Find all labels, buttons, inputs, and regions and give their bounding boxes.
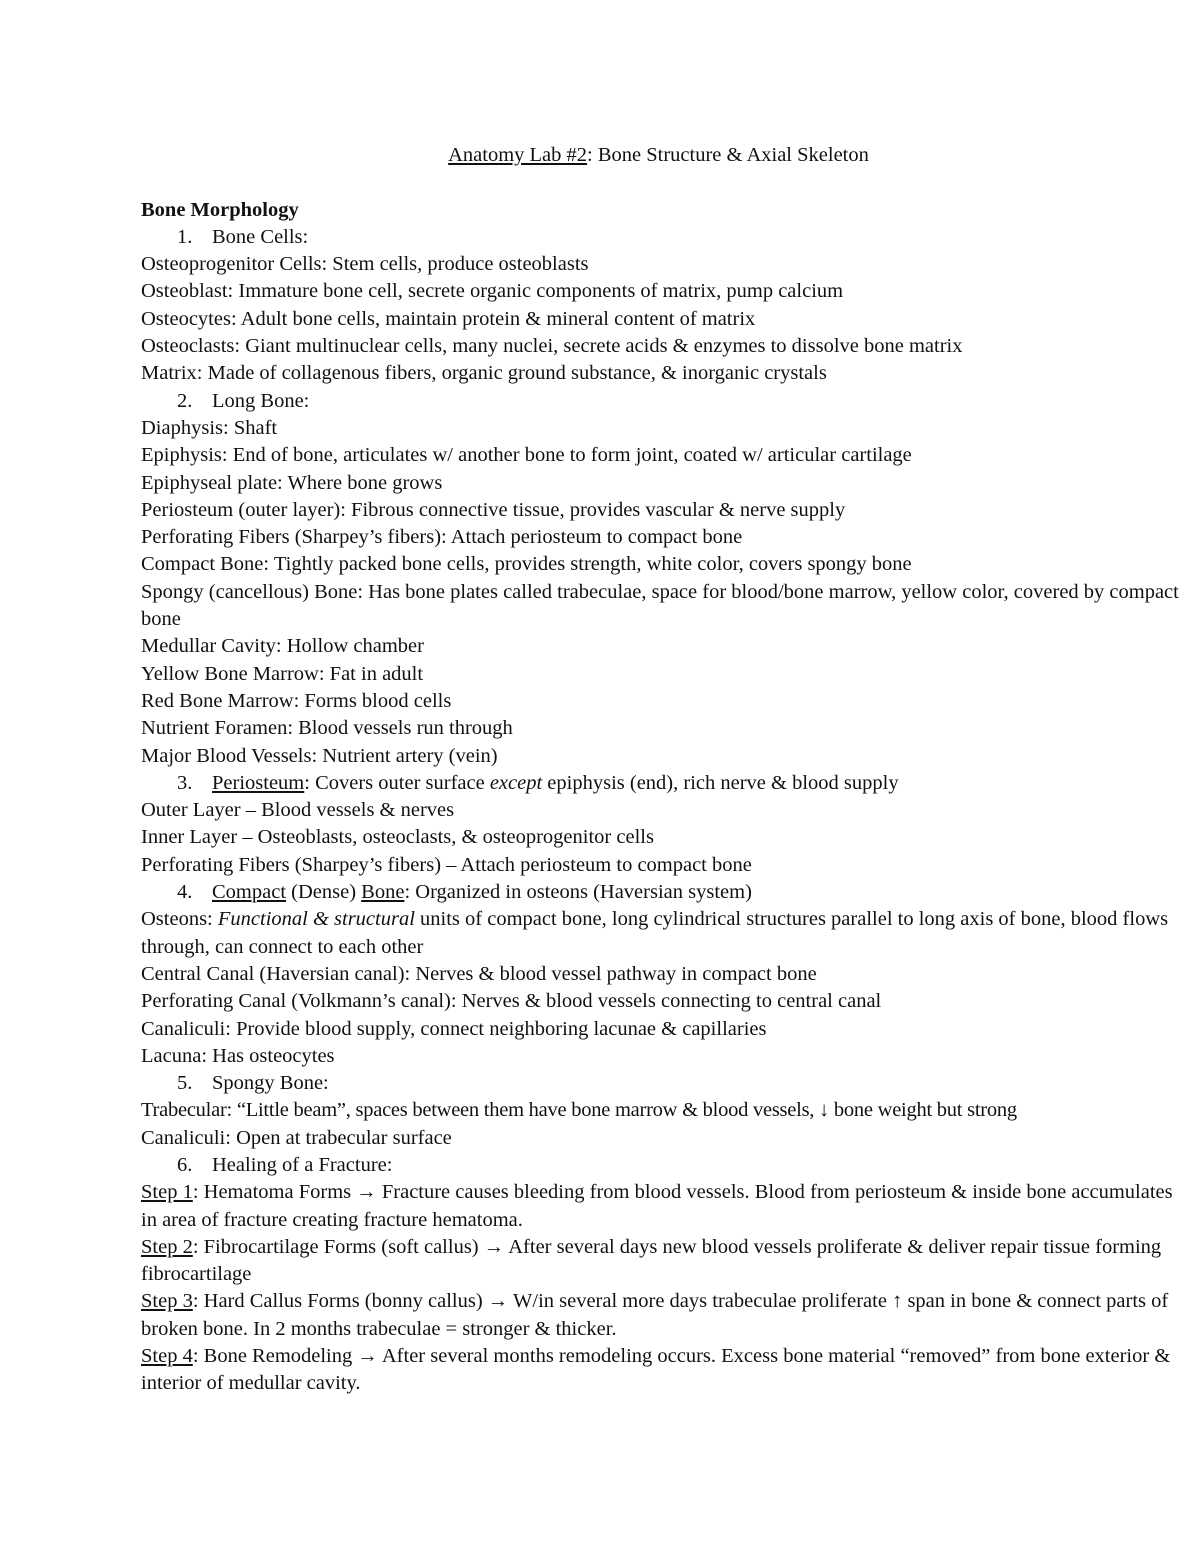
title-rest: : Bone Structure & Axial Skeleton	[587, 144, 869, 166]
item-number: 5.	[177, 1072, 193, 1095]
item-label: Long Bone:	[212, 389, 310, 412]
text-line: Major Blood Vessels: Nutrient artery (vein)	[141, 744, 498, 767]
item-label: Bone Cells:	[212, 225, 309, 248]
fracture-step	[141, 1288, 1186, 1343]
fracture-step	[141, 1343, 1186, 1398]
fracture-step	[141, 1234, 1186, 1289]
line-italic: Functional & structural	[217, 908, 415, 931]
text-line: Matrix: Made of collagenous fibers, organic ground substance, & inorganic crystals	[141, 362, 827, 385]
numbered-item-5	[141, 1070, 1186, 1097]
text-line: Spongy (cancellous) Bone: Has bone plates called trabeculae, space for blood/bone marrow, yellow color, covered by compact bone	[141, 580, 1179, 631]
osteons-line	[141, 906, 1186, 961]
item-italic: except	[489, 771, 543, 794]
item-label: Healing of a Fracture:	[212, 1153, 393, 1176]
text-line: Canaliculi: Open at trabecular surface	[141, 1126, 452, 1149]
step-text: : Hematoma Forms → Fracture causes bleeding from blood vessels. Blood from periosteum & inside bone accumulates in area of fracture creating fracture hematoma.	[141, 1181, 1173, 1231]
step-text: : Fibrocartilage Forms (soft callus) → After several days new blood vessels proliferate & deliver repair tissue forming fibrocartilage	[141, 1235, 1162, 1286]
step-text: : Bone Remodeling → After several months remodeling occurs. Excess bone material “removed” from bone exterior & interior of medullar cavity.	[141, 1345, 1171, 1395]
text-line: Canaliculi: Provide blood supply, connect neighboring lacunae & capillaries	[141, 1017, 767, 1040]
numbered-item-3	[141, 770, 1186, 797]
numbered-item-4	[141, 879, 1186, 906]
text-line: Nutrient Foramen: Blood vessels run through	[141, 717, 513, 740]
text-line: Epiphysis: End of bone, articulates w/ another bone to form joint, coated w/ articular cartilage	[141, 444, 912, 467]
text-line: Medullar Cavity: Hollow chamber	[141, 635, 424, 658]
text-line: Red Bone Marrow: Forms blood cells	[141, 689, 452, 712]
text-line: Periosteum (outer layer): Fibrous connective tissue, provides vascular & nerve supply	[141, 498, 846, 521]
item-text: (Dense)	[286, 881, 362, 904]
text-line: Osteoprogenitor Cells: Stem cells, produce osteoblasts	[141, 253, 589, 276]
text-line: Osteocytes: Adult bone cells, maintain protein & mineral content of matrix	[141, 307, 756, 330]
text-line: Osteoblast: Immature bone cell, secrete organic components of matrix, pump calcium	[141, 280, 844, 303]
text-line: Perforating Fibers (Sharpey’s fibers): Attach periosteum to compact bone	[141, 526, 743, 549]
item-underlined-term: Compact	[212, 881, 287, 904]
item-number: 3.	[177, 771, 193, 794]
item-text: : Organized in osteons (Haversian system)	[404, 881, 752, 904]
item-label: Spongy Bone:	[212, 1072, 329, 1095]
title-underlined: Anatomy Lab #2	[448, 144, 588, 166]
text-line: Perforating Fibers (Sharpey’s fibers) – Attach periosteum to compact bone	[141, 853, 752, 876]
text-line: Central Canal (Haversian canal): Nerves & blood vessel pathway in compact bone	[141, 962, 817, 985]
step-label: Step 4	[141, 1345, 193, 1368]
text-line: Yellow Bone Marrow: Fat in adult	[141, 662, 424, 685]
text-line: Lacuna: Has osteocytes	[141, 1044, 335, 1067]
document-title	[131, 142, 1186, 169]
line-label: Osteons:	[141, 908, 218, 931]
document-page	[141, 142, 1186, 1398]
text-line: Outer Layer – Blood vessels & nerves	[141, 799, 455, 822]
text-line: Osteoclasts: Giant multinuclear cells, many nuclei, secrete acids & enzymes to dissolve bone matrix	[141, 335, 963, 358]
step-label: Step 3	[141, 1290, 193, 1313]
item-text: : Covers outer surface	[304, 771, 490, 794]
text-line: Compact Bone: Tightly packed bone cells, provides strength, white color, covers spongy bone	[141, 553, 912, 576]
text-line: Perforating Canal (Volkmann’s canal): Nerves & blood vessels connecting to central canal	[141, 990, 882, 1013]
item-underlined-term: Periosteum	[212, 771, 305, 794]
item-number: 2.	[177, 389, 193, 412]
text-line: Trabecular: “Little beam”, spaces between them have bone marrow & blood vessels, ↓ bone weight but strong	[141, 1099, 1017, 1122]
item-number: 6.	[177, 1153, 193, 1176]
item-number: 4.	[177, 881, 193, 904]
numbered-item-6	[141, 1152, 1186, 1179]
step-label: Step 2	[141, 1235, 193, 1258]
item-text: epiphysis (end), rich nerve & blood supply	[542, 771, 899, 794]
numbered-item-2	[141, 388, 1186, 415]
step-text: : Hard Callus Forms (bonny callus) → W/in several more days trabeculae proliferate ↑ span in bone & connect parts of broken bone. In 2 months trabeculae = stronger & thicker.	[141, 1290, 1169, 1340]
step-label: Step 1	[141, 1181, 193, 1204]
line-text: units of compact bone, long cylindrical structures parallel to long axis of bone, blood flows through, can connect to each other	[141, 908, 1169, 958]
numbered-item-1	[141, 224, 1186, 251]
section-heading: Bone Morphology	[141, 198, 299, 221]
text-line: Inner Layer – Osteoblasts, osteoclasts, & osteoprogenitor cells	[141, 826, 654, 849]
text-line: Diaphysis: Shaft	[141, 416, 278, 439]
item-number: 1.	[177, 225, 193, 248]
item-underlined-term: Bone	[361, 881, 405, 904]
fracture-step	[141, 1179, 1186, 1234]
text-line: Epiphyseal plate: Where bone grows	[141, 471, 443, 494]
